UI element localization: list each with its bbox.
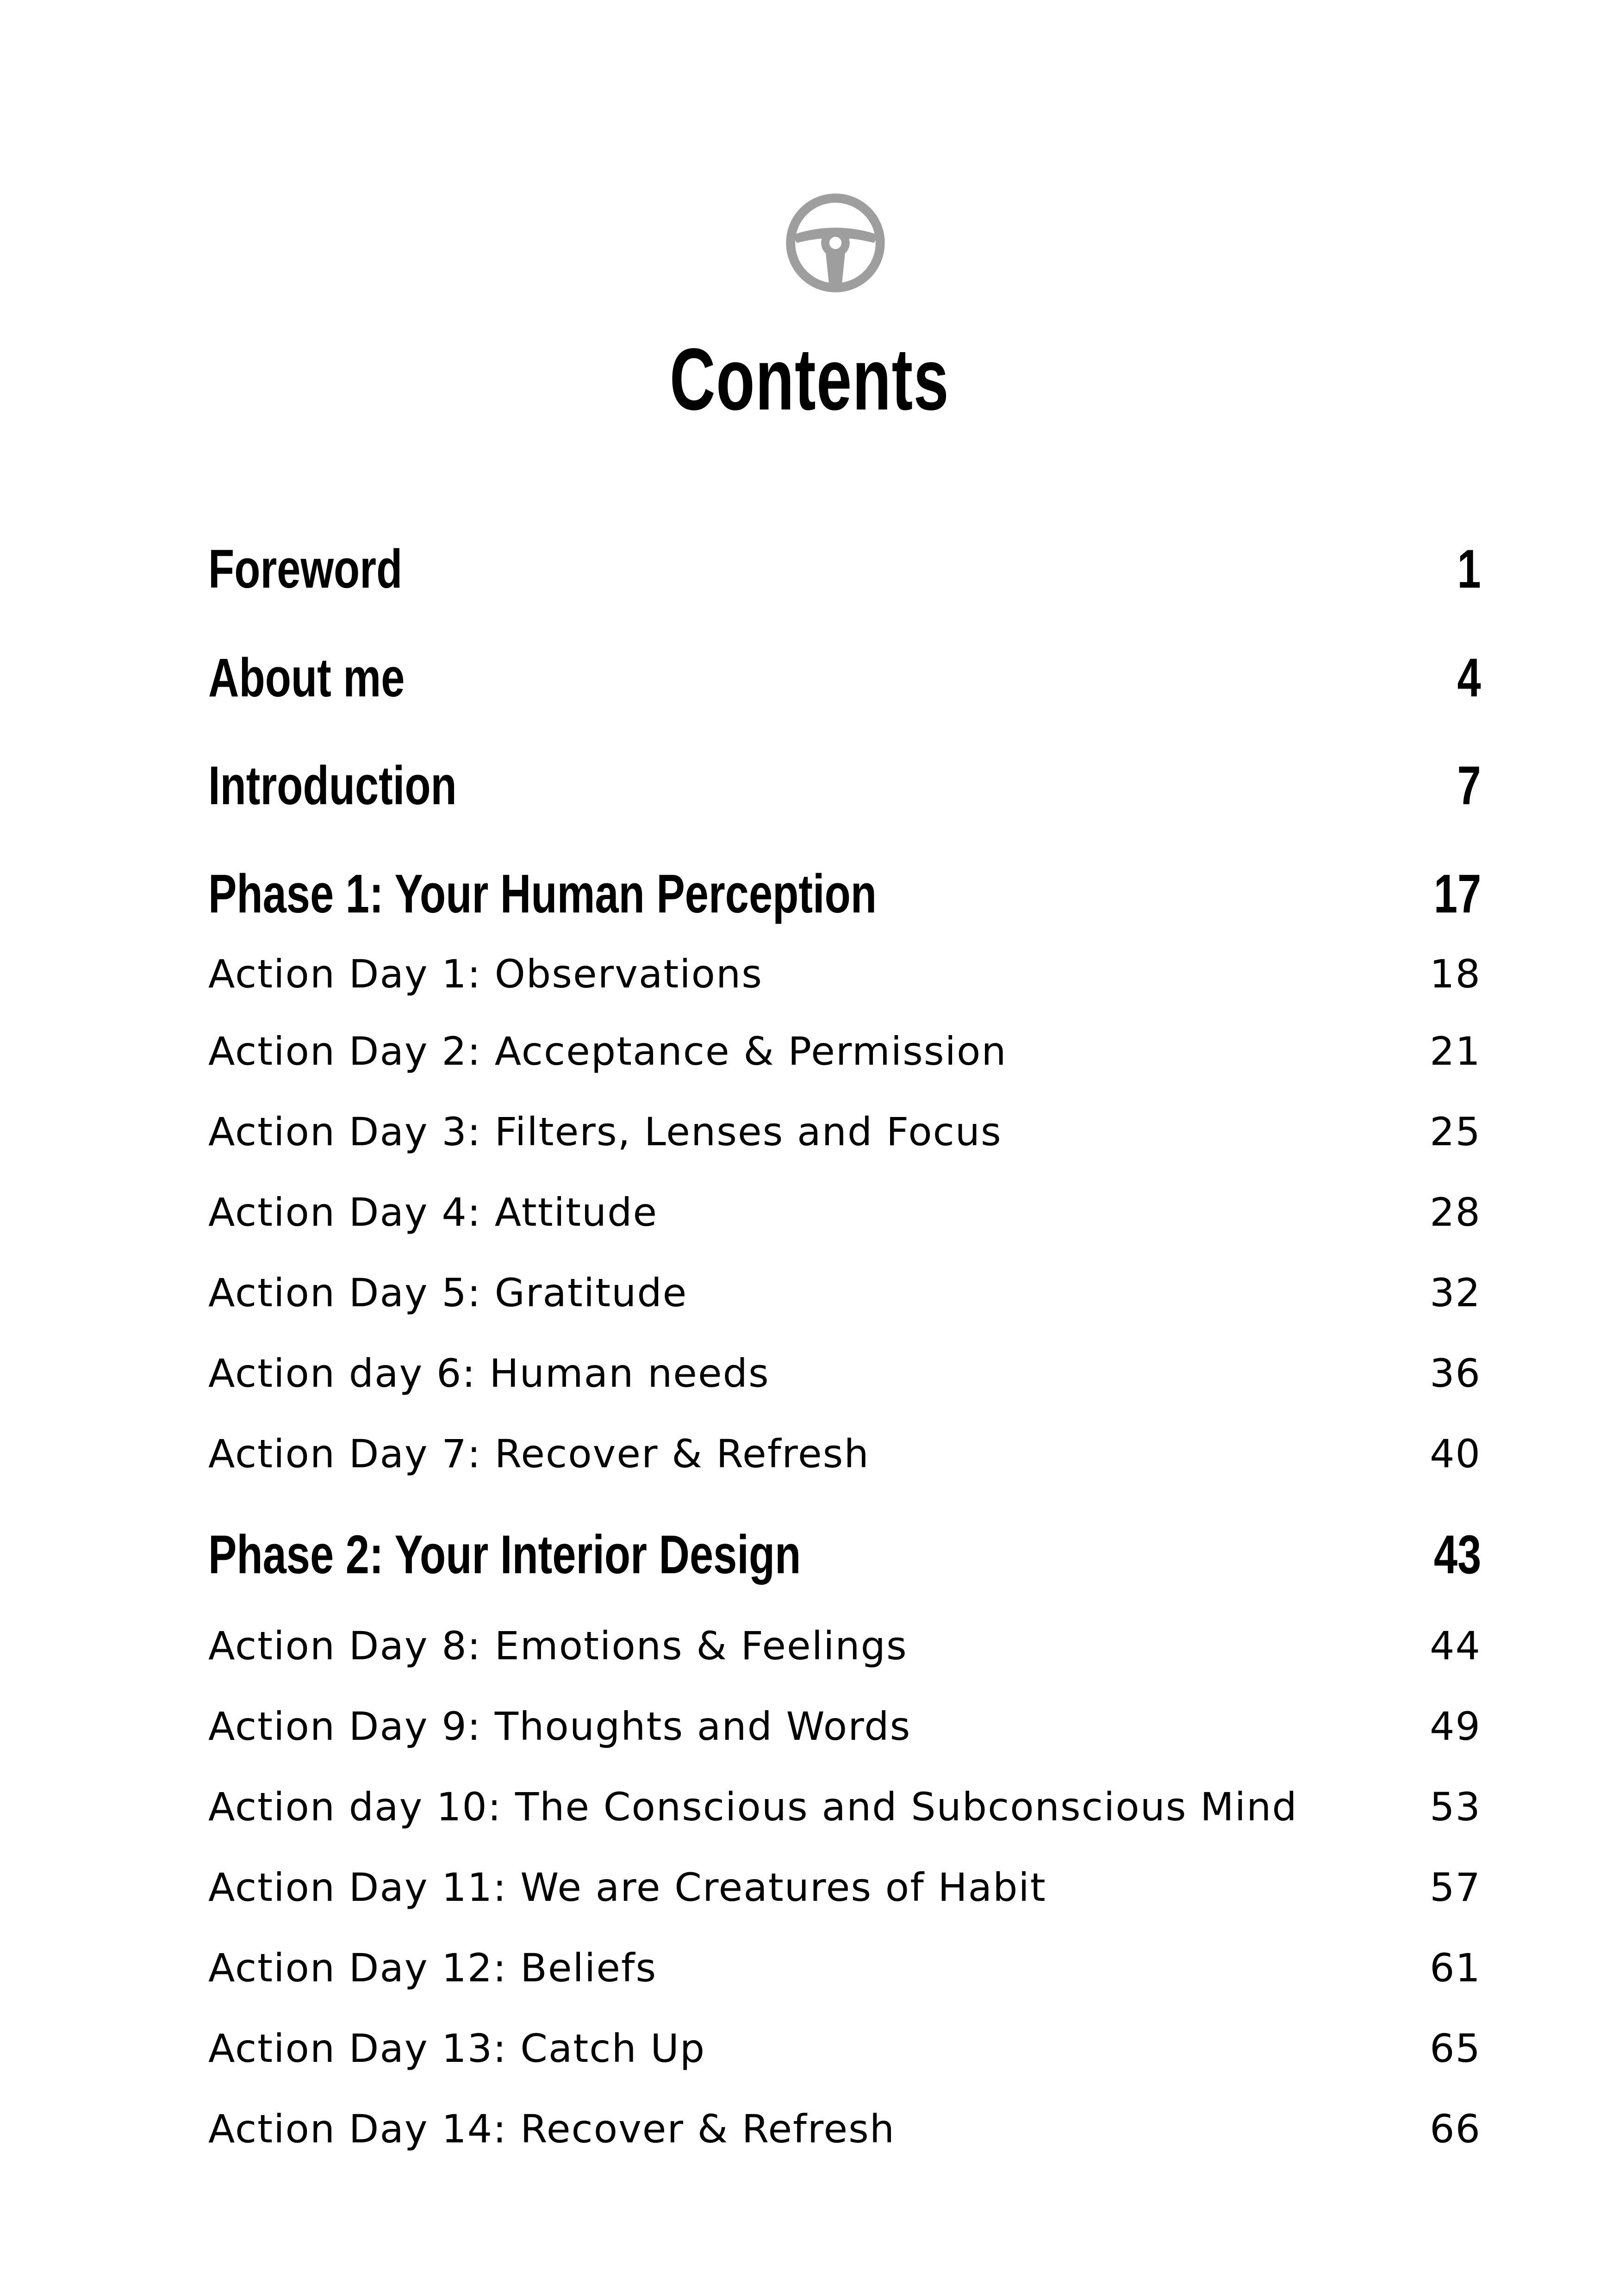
toc-entry-action-day-5[interactable] bbox=[208, 1265, 1481, 1330]
toc-entry-page: 44 bbox=[1430, 1623, 1481, 1669]
toc-entry-label: Introduction bbox=[208, 755, 457, 816]
toc-entry-page: 4 bbox=[1457, 647, 1481, 708]
toc-entry-action-day-2[interactable] bbox=[208, 1024, 1481, 1088]
toc-entry-page: 65 bbox=[1430, 2026, 1481, 2071]
toc-entry-action-day-9[interactable] bbox=[208, 1699, 1481, 1763]
toc-entry-page: 43 bbox=[1433, 1524, 1481, 1585]
toc-entry-label: Phase 1: Your Human Perception bbox=[208, 863, 877, 925]
toc-entry-label: Action Day 4: Attitude bbox=[208, 1190, 658, 1235]
toc-entry-label: Action Day 9: Thoughts and Words bbox=[208, 1704, 911, 1749]
toc-entry-label: About me bbox=[208, 647, 405, 708]
toc-entry-label: Action Day 3: Filters, Lenses and Focus bbox=[208, 1109, 1002, 1154]
toc-entry-about-me[interactable] bbox=[208, 645, 1481, 710]
toc-entry-page: 61 bbox=[1430, 1945, 1481, 1991]
toc-entry-page: 49 bbox=[1430, 1704, 1481, 1749]
toc-entry-label: Action Day 13: Catch Up bbox=[208, 2026, 706, 2071]
toc-entry-page: 25 bbox=[1430, 1109, 1481, 1154]
page-title: Contents bbox=[669, 330, 950, 428]
toc-entry-action-day-3[interactable] bbox=[208, 1104, 1481, 1169]
toc-entry-label: Foreword bbox=[208, 539, 403, 600]
toc-entry-page: 32 bbox=[1430, 1270, 1481, 1316]
toc-entry-label: Action Day 11: We are Creatures of Habit bbox=[208, 1865, 1046, 1910]
toc-entry-label: Action Day 5: Gratitude bbox=[208, 1270, 688, 1316]
toc-entry-action-day-6[interactable] bbox=[208, 1346, 1481, 1410]
toc-entry-page: 40 bbox=[1430, 1431, 1481, 1477]
toc-entry-action-day-10[interactable] bbox=[208, 1779, 1481, 1844]
toc-entry-page: 36 bbox=[1430, 1351, 1481, 1396]
toc-entry-phase-2[interactable] bbox=[208, 1522, 1481, 1587]
toc-entry-label: Action Day 1: Observations bbox=[208, 951, 763, 997]
toc-entry-action-day-7[interactable] bbox=[208, 1426, 1481, 1491]
toc-entry-page: 17 bbox=[1433, 863, 1481, 925]
toc-entry-label: Action Day 12: Beliefs bbox=[208, 1945, 657, 1991]
toc-entry-page: 57 bbox=[1430, 1865, 1481, 1910]
toc-entry-action-day-4[interactable] bbox=[208, 1185, 1481, 1249]
toc-entry-action-day-11[interactable] bbox=[208, 1860, 1481, 1924]
toc-entry-label: Action Day 14: Recover & Refresh bbox=[208, 2106, 896, 2152]
toc-entry-action-day-1[interactable] bbox=[208, 946, 1481, 1011]
toc-entry-action-day-8[interactable] bbox=[208, 1618, 1481, 1683]
toc-entry-page: 66 bbox=[1430, 2106, 1481, 2152]
toc-entry-phase-1[interactable] bbox=[208, 862, 1481, 926]
toc-entry-introduction[interactable] bbox=[208, 753, 1481, 818]
toc-entry-page: 28 bbox=[1430, 1190, 1481, 1235]
toc-entry-label: Action Day 2: Acceptance & Permission bbox=[208, 1029, 1007, 1074]
toc-entry-action-day-12[interactable] bbox=[208, 1940, 1481, 2005]
toc-entry-action-day-13[interactable] bbox=[208, 2021, 1481, 2085]
toc-entry-label: Action Day 8: Emotions & Feelings bbox=[208, 1623, 908, 1669]
toc-entry-page: 1 bbox=[1457, 539, 1481, 600]
toc-entry-label: Action day 10: The Conscious and Subconscious Mind bbox=[208, 1784, 1298, 1830]
toc-entry-label: Action Day 7: Recover & Refresh bbox=[208, 1431, 870, 1477]
toc-entry-action-day-14[interactable] bbox=[208, 2101, 1481, 2166]
toc-entry-page: 18 bbox=[1430, 951, 1481, 997]
toc-entry-label: Phase 2: Your Interior Design bbox=[208, 1524, 801, 1585]
toc-entry-foreword[interactable] bbox=[208, 537, 1481, 602]
toc-entry-page: 53 bbox=[1430, 1784, 1481, 1830]
toc-entry-label: Action day 6: Human needs bbox=[208, 1351, 770, 1396]
toc-entry-page: 21 bbox=[1430, 1029, 1481, 1074]
toc-entry-page: 7 bbox=[1457, 755, 1481, 816]
